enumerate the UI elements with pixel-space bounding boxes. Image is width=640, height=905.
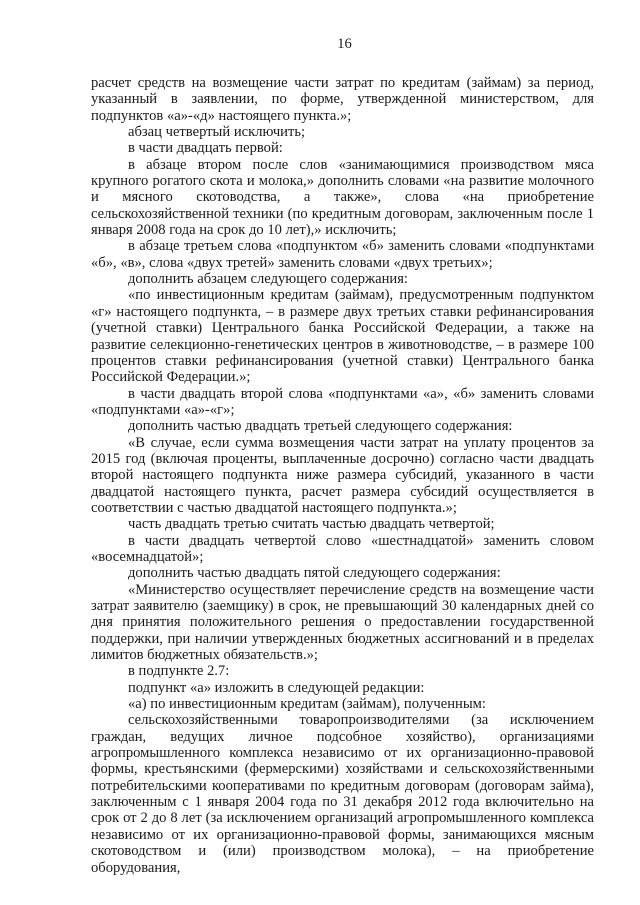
paragraph-11: часть двадцать третью считать частью двадцать четвертой; (128, 516, 495, 533)
paragraph-10: «В случае, если сумма возмещения части затрат на уплату процентов за 2015 год (включая проценты, выплаченные досрочно) согласно части двадцать второй настоящего подпункта ниже размера субсидий, указанного в части двадцатой настоящего пункта, расчет размера субсидий осуществляется в соответствии с частью двадцатой настоящего подпункта.»; (91, 434, 594, 516)
paragraph-3: в части двадцать первой: (128, 140, 283, 157)
paragraph-6: дополнить абзацем следующего содержания: (128, 271, 408, 288)
page-number: 16 (337, 36, 352, 52)
paragraph-17: «а) по инвестиционным кредитам (займам), полученным: (128, 696, 486, 713)
paragraph-5: в абзаце третьем слова «подпунктом «б» заменить словами «подпунктами «б», «в», слова «двух третей» заменить словами «двух третьих»; (91, 238, 594, 271)
paragraph-1: расчет средств на возмещение части затрат по кредитам (займам) за период, указанный в заявлении, по форме, утвержденной министерством, для подпунктов «а»-«д» настоящего пункта.»; (91, 75, 594, 124)
paragraph-7: «по инвестиционным кредитам (займам), предусмотренным подпунктом «г» настоящего подпункта, – в размере двух третьих ставки рефинансирования (учетной ставки) Центрального банка Российской Федерации, а также на развитие селекционно-генетических центров в животноводстве, – в размере 100 процентов ставки рефинансирования (учетной ставки) Центрального банка Российской Федерации.»; (91, 287, 594, 386)
paragraph-9: дополнить частью двадцать третьей следующего содержания: (128, 418, 513, 435)
paragraph-14: «Министерство осуществляет перечисление средств на возмещение части затрат заявителю (заемщику) в срок, не превышающий 30 календарных дней со дня принятия положительного решения о предоставлении государственной поддержки, при наличии утвержденных бюджетных ассигнований и в пределах лимитов бюджетных обязательств.»; (91, 581, 594, 664)
paragraph-13: дополнить частью двадцать пятой следующего содержания: (128, 565, 501, 582)
paragraph-4: в абзаце втором после слов «занимающимися производством мяса крупного рогатого скота и молока,» дополнить словами «на развитие молочного и мясного скотоводства, а также», слова «на приобретение сельскохозяйственной техники (по кредитным договорам, заключенным после 1 января 2008 года на срок до 10 лет),» исключить; (91, 156, 594, 239)
paragraph-18: сельскохозяйственными товаропроизводителями (за исключением граждан, ведущих личное подсобное хозяйство), организациями агропромышленного комплекса независимо от их организационно-правовой формы, крестьянскими (фермерскими) хозяйствами и сельскохозяйственными потребительскими кооперативами по кредитным договорам (договорам займа), заключенным с 1 января 2004 года по 31 декабря 2012 года включительно на срок от 2 до 8 лет (за исключением организаций агропромышленного комплекса независимо от их организационно-правовой формы, занимающихся мясным скотоводством и (или) производством молока), – на приобретение оборудования, (91, 712, 594, 876)
paragraph-8: в части двадцать второй слова «подпунктами «а», «б» заменить словами «подпунктами «а»-«г»; (91, 385, 594, 418)
paragraph-12: в части двадцать четвертой слово «шестнадцатой» заменить словом «восемнадцатой»; (91, 532, 594, 565)
document-body (91, 75, 594, 876)
paragraph-2: абзац четвертый исключить; (128, 124, 306, 141)
paragraph-15: в подпункте 2.7: (128, 663, 230, 680)
paragraph-16: подпункт «а» изложить в следующей редакции: (128, 679, 425, 696)
